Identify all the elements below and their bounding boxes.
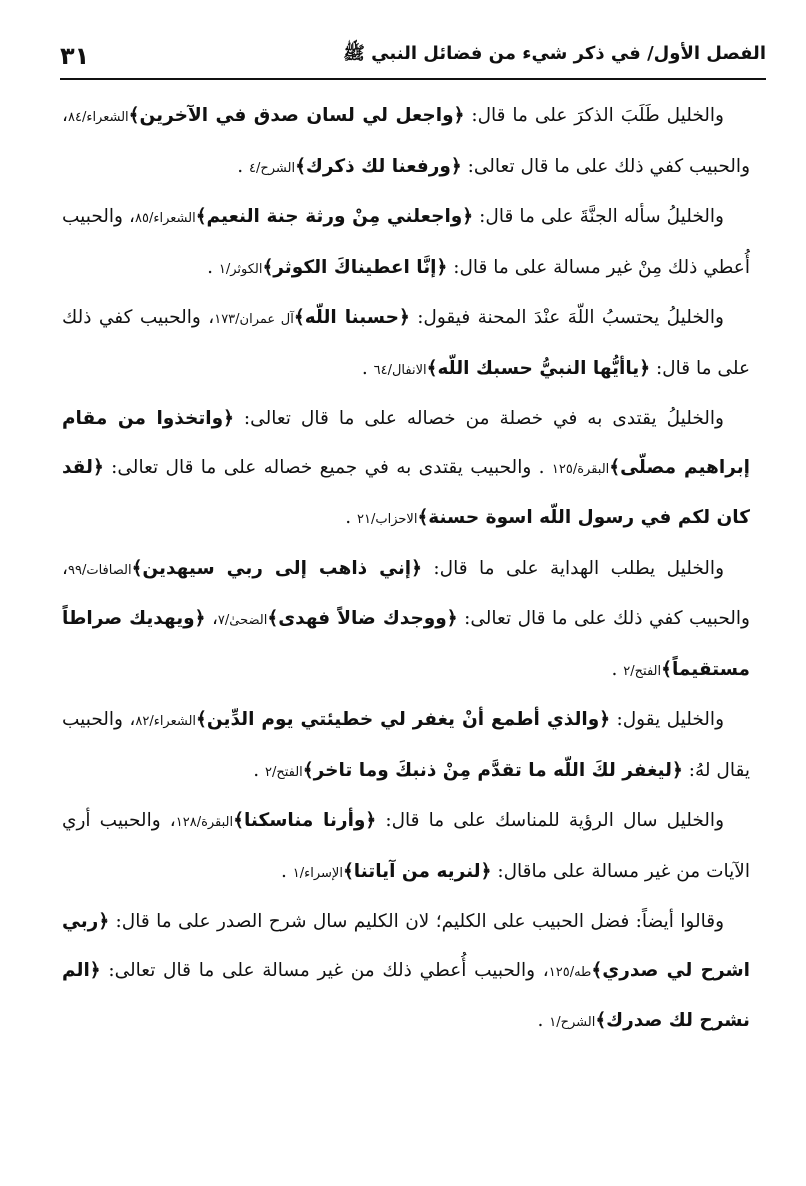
verse-reference: طه/١٢٥ [548,964,592,980]
running-title: الفصل الأول/ في ذكر شيء من فضائل النبي ﷺ [343,43,766,64]
body-text: ، والحبيب كفي ذلك على ما قال تعالى: [62,105,750,177]
verse-reference: الإسراء/١ [292,865,343,881]
quran-quote: ﴿إني ذاهب إلى ربي سيهدين﴾ [131,557,422,579]
quran-quote: ﴿لقد كان لكم في رسول اللّه اسوة حسنة﴾ [62,456,750,528]
body-text: ، والحبيب أري الآيات من غير مسالة على ماقال: [62,810,750,882]
paragraph [62,395,750,545]
page-body [62,92,750,1048]
paragraph [62,193,750,294]
verse-reference: الشرح/١ [549,1015,596,1030]
body-text: ، [205,608,218,629]
body-text: . [237,155,249,177]
paragraph [62,696,750,797]
body-text: . [281,860,293,882]
quran-quote: ﴿ياأيُّها النبيُّ حسبك اللّه﴾ [426,357,651,379]
verse-reference: الشعراء/٨٢ [135,714,197,729]
quran-quote: ﴿واجعلني مِنْ ورثة جنة النعيم﴾ [195,206,474,227]
quran-quote: ﴿إنَّا اعطيناكَ الكوثر﴾ [262,256,448,278]
page-header [60,28,766,80]
body-text: والخليلُ سأله الجنَّةَ على ما قال: [473,206,724,227]
verse-reference: الصافات/٩٩ [67,562,132,578]
body-text: . [537,1010,550,1031]
body-text: وقالوا أيضاً: فضل الحبيب على الكليم؛ لان الكليم سال شرح الصدر على ما قال: [109,911,724,932]
quran-quote: ﴿ربي اشرح لي صدري﴾ [62,911,750,981]
quran-quote: ﴿واجعل لي لسان صدق في الآخرين﴾ [128,105,465,126]
body-text: ، والحبيب أُعطي ذلك من غير مسالة على ما قال تعالى: [100,959,549,981]
quran-quote: ﴿الم نشرح لك صدرك﴾ [62,959,750,1031]
body-text: . [345,507,357,528]
quran-quote: ﴿ويهديك صراطاً مستقيماً﴾ [62,608,750,680]
verse-reference: البقرة/١٢٨ [175,815,234,830]
body-text: ، والحبيب كفي ذلك على ما قال: [62,307,750,379]
verse-reference: الاحزاب/٢١ [357,512,418,527]
body-text: . [207,256,219,278]
quran-quote: ﴿حسبنا اللّه﴾ [293,307,410,328]
quran-quote: ﴿لنريه من آياتنا﴾ [342,860,492,882]
quran-quote: ﴿ورفعنا لك ذكرك﴾ [295,155,462,177]
verse-reference: الفتح/٢ [264,764,303,780]
body-text: ، والحبيب كفي ذلك على ما قال تعالى: [62,557,750,629]
verse-reference: الانفال/٦٤ [373,362,427,378]
body-text: . [611,658,624,680]
paragraph [62,797,750,898]
body-text: . [361,357,374,379]
paragraph [62,294,750,395]
body-text: والخليل سال الرؤية للمناسك على ما قال: [376,810,725,831]
verse-reference: البقرة/١٢٥ [551,461,610,477]
body-text: . والحبيب يقتدى به في جميع خصاله على ما قال تعالى: [103,456,552,478]
body-text: والخليل يقول: [610,709,725,730]
verse-reference: الشعراء/٨٤ [67,110,129,125]
verse-reference: الضحىٰ/٧ [217,613,268,628]
body-text: والخليلُ يقتدى به في خصلة من خصاله على ما قال تعالى: [233,408,724,429]
quran-quote: ﴿واتخذوا من مقام إبراهيم مصلّى﴾ [62,408,750,478]
paragraph [62,92,750,193]
verse-reference: الفتح/٢ [623,663,662,679]
paragraph [62,545,750,697]
body-text: ، والحبيب أُعطي ذلك مِنْ غير مسالة على ما قال: [62,206,750,278]
quran-quote: ﴿والذي أطمع أنْ يغفر لي خطيئتي يوم الدِّين﴾ [196,709,611,730]
body-text: . [253,759,265,781]
body-text: والخليل يطلب الهداية على ما قال: [421,557,725,579]
paragraph [62,898,750,1048]
page-number: ٣١ [60,42,90,70]
body-text: والخليل طَلَبَ الذكرَ على ما قال: [464,105,724,126]
verse-reference: الشعراء/٨٥ [135,211,196,226]
quran-quote: ﴿ووجدك ضالاً فهدى﴾ [267,608,458,629]
quran-quote: ﴿وأرنا مناسكنا﴾ [233,810,377,831]
verse-reference: الشرح/٤ [248,160,296,176]
body-text: ، والحبيب يقال لهُ: [62,709,750,781]
quran-quote: ﴿ليغفر لكَ اللّه ما تقدَّم مِنْ ذنبكَ وما تاخر﴾ [302,759,683,781]
verse-reference: الكوثر/١ [218,261,263,277]
body-text: والخليلُ يحتسبُ اللّهَ عنْدَ المحنة فيقول: [409,307,724,328]
verse-reference: آل عمران/١٧٣ [214,312,294,327]
